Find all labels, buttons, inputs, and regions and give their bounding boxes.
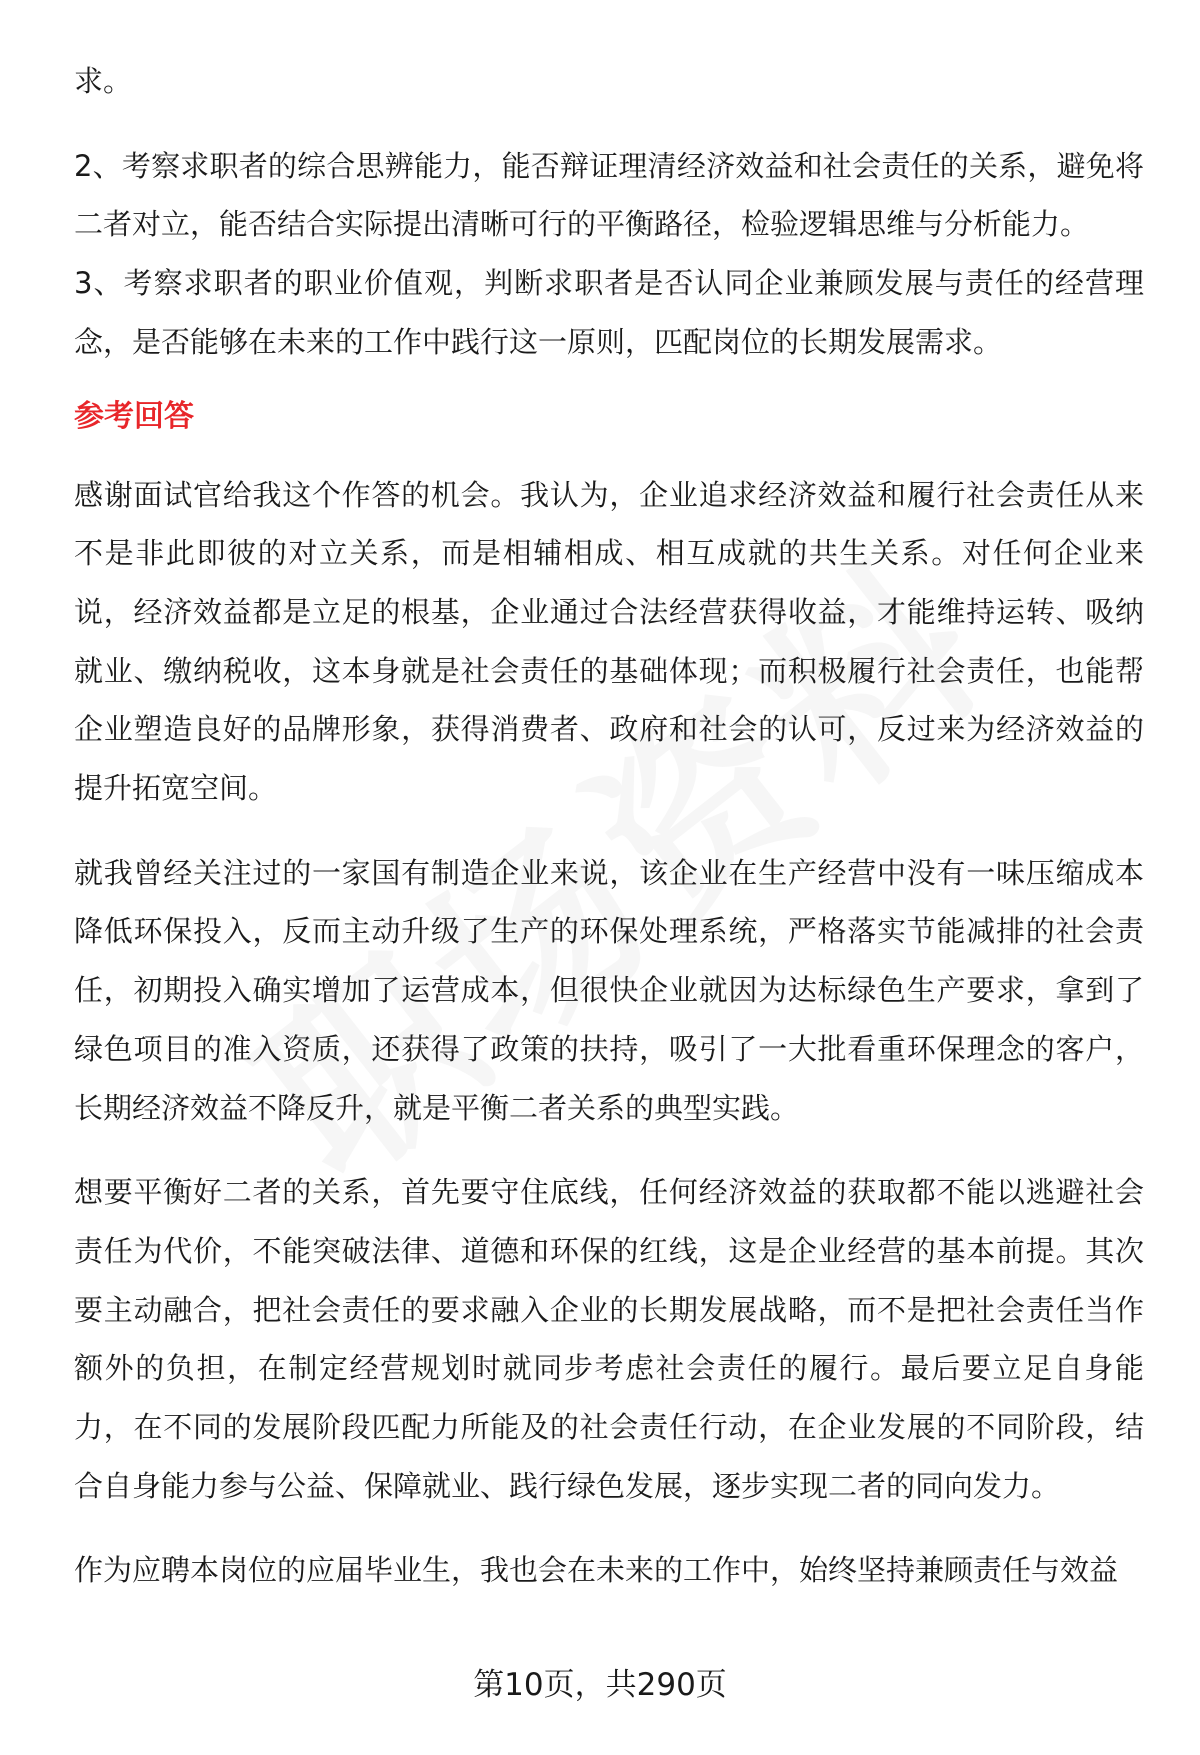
paragraph-answer-balance: 想要平衡好二者的关系，首先要守住底线，任何经济效益的获取都不能以逃避社会责任为代价，不能突破法律、道德和环保的红线，这是企业经营的基本前提。其次要主动融合，把社会责任的要求融入企业的长期发展战略，而不是把社会责任当作额外的负担，在制定经营规划时就同步考虑社会责任的履行。最后要立足自身能力，在不同的发展阶段匹配力所能及的社会责任行动，在企业发展的不同阶段，结合自身能力参与公益、保障就业、践行绿色发展，逐步实现二者的同向发力。 xyxy=(74,1175,1144,1503)
paragraph-continuation: 求。 xyxy=(74,64,133,98)
paragraph-point-2: 2、考察求职者的综合思辨能力，能否辩证理清经济效益和社会责任的关系，避免将二者对立，能否结合实际提出清晰可行的平衡路径，检验逻辑思维与分析能力。 xyxy=(74,148,1144,242)
paragraph-answer-intro: 感谢面试官给我这个作答的机会。我认为，企业追求经济效益和履行社会责任从来不是非此即彼的对立关系，而是相辅相成、相互成就的共生关系。对任何企业来说，经济效益都是立足的根基，企业通过合法经营获得收益，才能维持运转、吸纳就业、缴纳税收，这本身就是社会责任的基础体现；而积极履行社会责任，也能帮企业塑造良好的品牌形象，获得消费者、政府和社会的认可，反过来为经济效益的提升拓宽空间。 xyxy=(74,477,1144,806)
document-body xyxy=(74,52,1144,1600)
paragraph-point-3: 3、考察求职者的职业价值观，判断求职者是否认同企业兼顾发展与责任的经营理念，是否能够在未来的工作中践行这一原则，匹配岗位的长期发展需求。 xyxy=(74,266,1144,359)
page-number: 第10页，共290页 xyxy=(473,1667,727,1703)
section-heading-reference-answer: 参考回答 xyxy=(74,398,194,434)
paragraph-answer-closing: 作为应聘本岗位的应届毕业生，我也会在未来的工作中，始终坚持兼顾责任与效益 xyxy=(74,1553,1119,1588)
paragraph-answer-example: 就我曾经关注过的一家国有制造企业来说，该企业在生产经营中没有一味压缩成本降低环保投入，反而主动升级了生产的环保处理系统，严格落实节能减排的社会责任，初期投入确实增加了运营成本，但很快企业就因为达标绿色生产要求，拿到了绿色项目的准入资质，还获得了政策的扶持，吸引了一大批看重环保理念的客户，长期经济效益不降反升，就是平衡二者关系的典型实践。 xyxy=(74,855,1144,1125)
